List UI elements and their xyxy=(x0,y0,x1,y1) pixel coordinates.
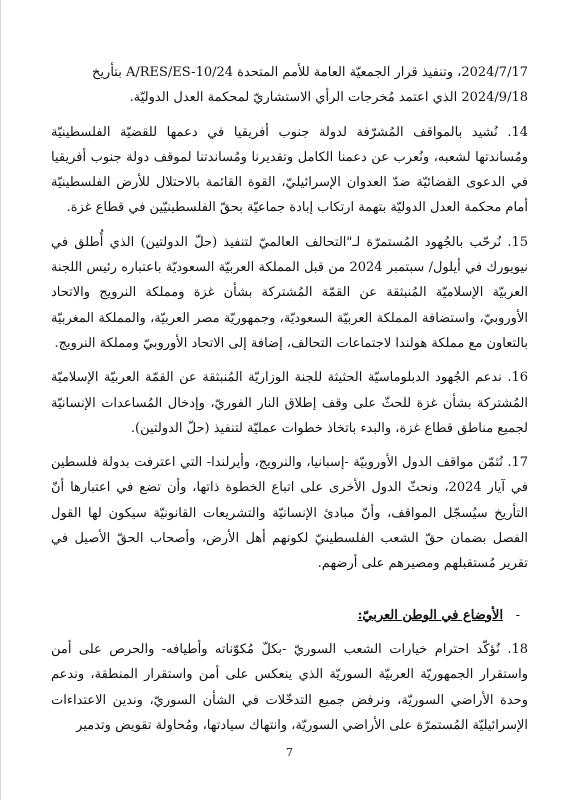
paragraph-18: 18. نُؤكّد احترام خيارات الشعب السوريّ -بكلّ مُكوّناته وأطيافه- والحرص على أمن واستقرار الجمهوريّة العربيّة السوريّة الذي ينعكس على أمن واستقرار المنطقة، وندعم وحدة الأراضي السوريّة، ونرفض جميع التدخّلات في الشأن السوريّ، وندين الاعتداءات الإسرائيليّة المُستمرّة على الأراضي السوريّة، وانتهاك سيادتها، ومُحاولة تقويض وتدمير xyxy=(51,637,528,738)
paragraph-number: 17 xyxy=(511,455,529,471)
page-number: 7 xyxy=(286,746,293,759)
heading-text: الأوضاع في الوطن العربيّ: xyxy=(357,607,504,623)
paragraph-number: 18 xyxy=(511,641,528,657)
paragraph-14: 14. نُشيد بالمواقف المُشرّفة لدولة جنوب أفريقيا في دعمها للقضيّة الفلسطينيّة ومُساندتها لشعبه، ونُعرب عن دعمنا الكامل وتقديرنا ومُساندتنا لموقف دولة جنوب أفريقيا في الدعوى القضائيّة ضدّ العدوان الإسرائيليّ، القوة القائمة بالاحتلال للأرض الفلسطينيّة أمام محكمة العدل الدوليّة بتهمة ارتكاب إبادة جماعيّة بحقّ الفلسطينيّين في قطاع غزة. xyxy=(51,120,528,221)
paragraph-number: 16 xyxy=(511,370,528,386)
paragraph-text: نُثمّن مواقف الدول الأوروبيّة -إسبانيا، والنرويج، وأيرلندا- التي اعترفت بدولة فلسطين في آيار 2024، ونحثّ الدول الأخرى على اتباع الخطوة ذاتها، وأن تضع في اعتبارها أنّ التأريخ سيُسجّل المواقف، وأنّ مبادئ الإنسانيّة والتشريعات القانونيّة سيكون لها القول الفصل بضمان حقّ الشعب الفلسطينيّ لكونهم أهل الأرض، وأصحاب الحقّ الأصيل في تقرير مُستقبلهم ومصيرهم على أرضهم. xyxy=(51,455,528,572)
intro-line-2: 2024/9/18 الذي اعتمد مُخرجات الرأي الاستشاريّ لمحكمة العدل الدوليّة. xyxy=(129,90,528,106)
paragraph-text: نُرحّب بالجُهود المُستمرّة لـ"التحالف العالميّ لتنفيذ (حلّ الدولتين) الذي أُطلق في نيويورك في أيلول/ سبتمبر 2024 من قبل المملكة العربيّة السعوديّة باعتباره رئيس اللجنة العربيّة الإسلاميّة المُنبثقة عن القمّة المُشتركة بشأن غزة ومملكة النرويج والاتحاد الأوروبيّ، واستضافة المملكة العربيّة السعوديّة، وجمهوريّة مصر العربيّة، والمملكة المغربيّة بالتعاون مع مملكة هولندا لاجتماعات التحالف، إضافة إلى الاتحاد الأوروبيّ ومملكة النرويج. xyxy=(51,234,528,351)
paragraph-text: نُؤكّد احترام خيارات الشعب السوريّ -بكلّ مُكوّناته وأطيافه- والحرص على أمن واستقرار الجمهوريّة العربيّة السوريّة الذي ينعكس على أمن واستقرار المنطقة، وندعم وحدة الأراضي السوريّة، ونرفض جميع التدخّلات في الشأن السوريّ، وندين الاعتداءات الإسرائيليّة المُستمرّة على الأراضي السوريّة، وانتهاك سيادتها، ومُحاولة تقويض وتدمير xyxy=(51,641,528,733)
paragraph-17: 17. نُثمّن مواقف الدول الأوروبيّة -إسبانيا، والنرويج، وأيرلندا- التي اعترفت بدولة فلسطين في آيار 2024، ونحثّ الدول الأخرى على اتباع الخطوة ذاتها، وأن تضع في اعتبارها أنّ التأريخ سيُسجّل المواقف، وأنّ مبادئ الإنسانيّة والتشريعات القانونيّة سيكون لها القول الفصل بضمان حقّ الشعب الفلسطينيّ لكونهم أهل الأرض، وأصحاب الحقّ الأصيل في تقرير مُستقبلهم ومصيرهم على أرضهم. xyxy=(51,450,528,576)
paragraph-text: ندعم الجُهود الدبلوماسيّة الحثيثة للجنة الوزاريّة المُنبثقة عن القمّة العربيّة الإسلاميّة المُشتركة بشأن غزة للحثّ على وقف إطلاق النار الفوريّ، وإدخال المُساعدات الإنسانيّة لجميع مناطق قطاع غزة، والبدء باتخاذ خطوات عمليّة لتنفيذ (حلّ الدولتين). xyxy=(51,370,528,436)
section-heading xyxy=(51,603,528,628)
paragraph-16: 16. ندعم الجُهود الدبلوماسيّة الحثيثة للجنة الوزاريّة المُنبثقة عن القمّة العربيّة الإسلاميّة المُشتركة بشأن غزة للحثّ على وقف إطلاق النار الفوريّ، وإدخال المُساعدات الإنسانيّة لجميع مناطق قطاع غزة، والبدء باتخاذ خطوات عمليّة لتنفيذ (حلّ الدولتين). xyxy=(51,365,528,441)
heading-dash: - xyxy=(515,607,520,623)
paragraph-number: 14 xyxy=(511,124,529,140)
intro-line-1: 2024/7/17، وتنفيذ قرار الجمعيّة العامة للأمم المتحدة A/RES/ES-10/24 بتأريخ xyxy=(92,65,528,80)
page-body xyxy=(51,60,528,738)
paragraph-15: 15. نُرحّب بالجُهود المُستمرّة لـ"التحالف العالميّ لتنفيذ (حلّ الدولتين) الذي أُطلق في نيويورك في أيلول/ سبتمبر 2024 من قبل المملكة العربيّة السعوديّة باعتباره رئيس اللجنة العربيّة الإسلاميّة المُنبثقة عن القمّة المُشتركة بشأن غزة ومملكة النرويج والاتحاد الأوروبيّ، واستضافة المملكة العربيّة السعوديّة، وجمهوريّة مصر العربيّة، والمملكة المغربيّة بالتعاون مع مملكة هولندا لاجتماعات التحالف، إضافة إلى الاتحاد الأوروبيّ ومملكة النرويج. xyxy=(51,230,528,356)
paragraph-number: 15 xyxy=(511,234,529,250)
paragraph-text: نُشيد بالمواقف المُشرّفة لدولة جنوب أفريقيا في دعمها للقضيّة الفلسطينيّة ومُساندتها لشعبه، ونُعرب عن دعمنا الكامل وتقديرنا ومُساندتنا لموقف دولة جنوب أفريقيا في الدعوى القضائيّة ضدّ العدوان الإسرائيليّ، القوة القائمة بالاحتلال للأرض الفلسطينيّة أمام محكمة العدل الدوليّة بتهمة ارتكاب إبادة جماعيّة بحقّ الفلسطينيّين في قطاع غزة. xyxy=(51,124,528,216)
